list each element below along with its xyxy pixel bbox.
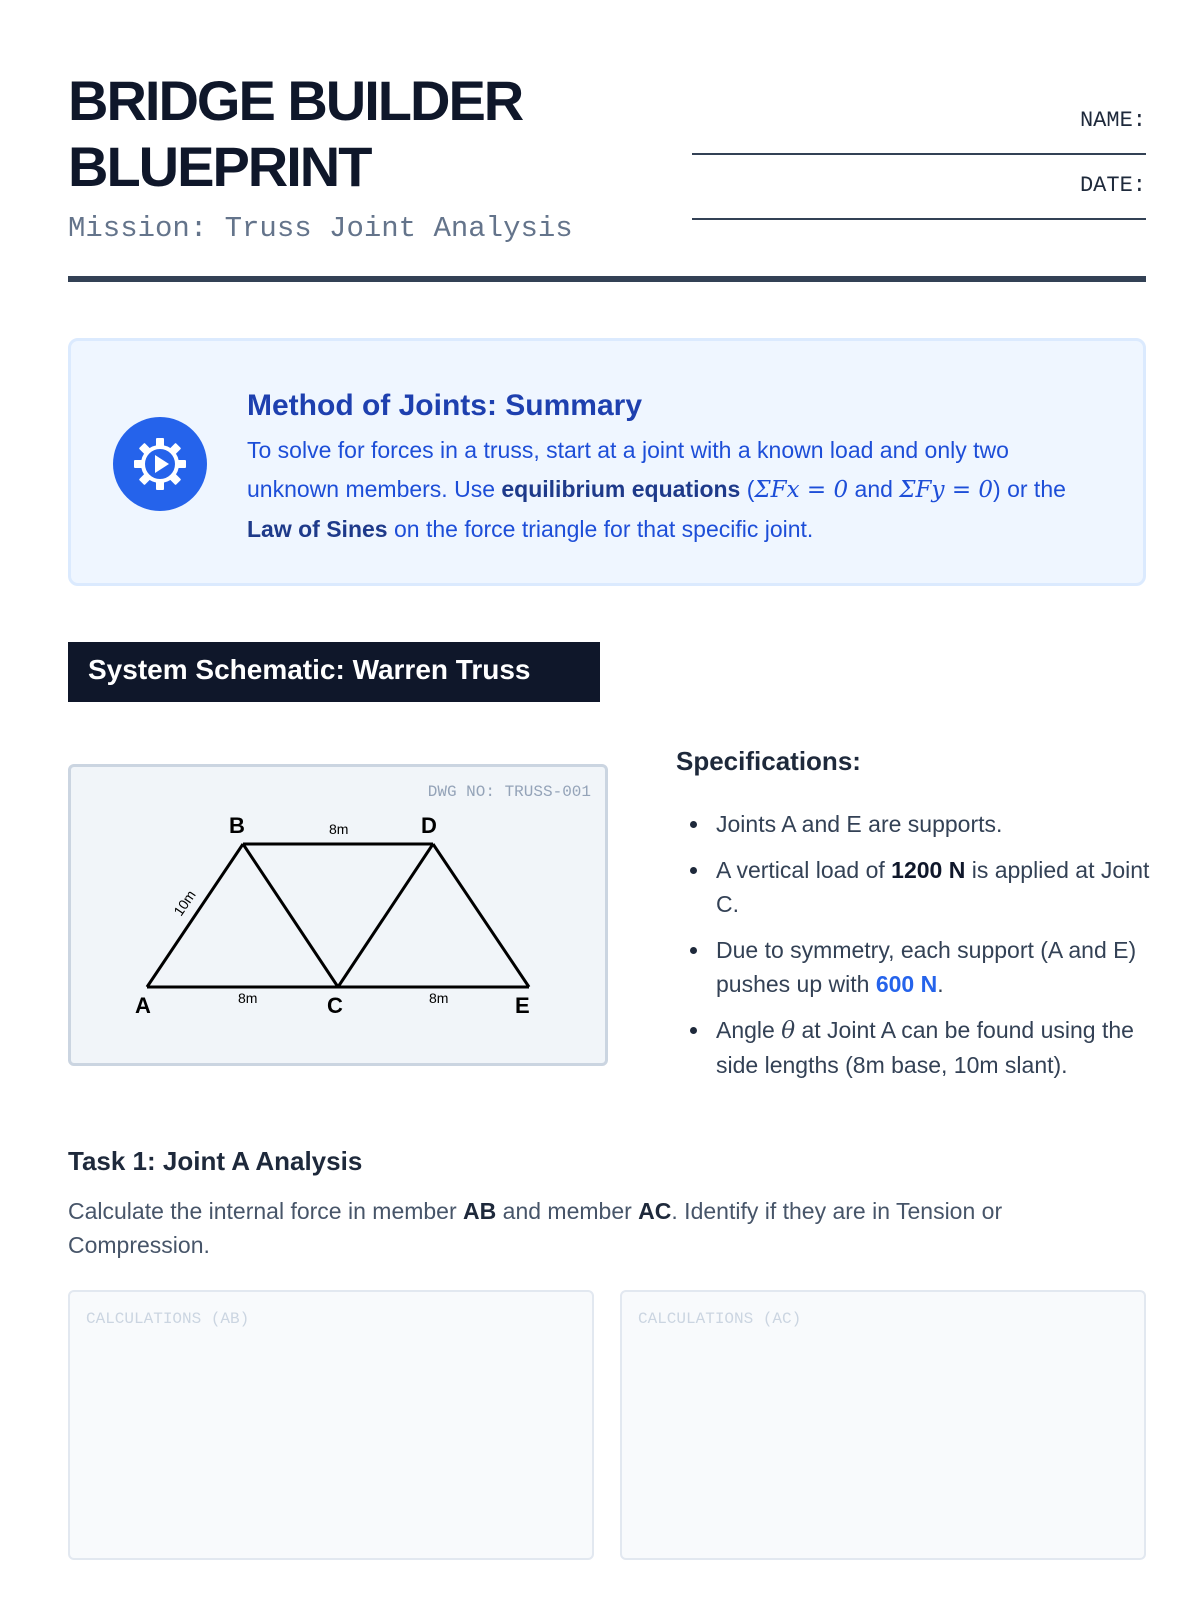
joint-label-a: A [135,993,151,1018]
title-line-2: BLUEPRINT [68,135,371,198]
law-of-sines-term: Law of Sines [247,516,388,542]
task1-title: Task 1: Joint A Analysis [68,1146,363,1176]
spec-item-angle: Angle θ at Joint A can be found using the side lengths (8m base, 10m slant). [676,1013,1156,1082]
calculation-box-ab[interactable] [68,1290,594,1560]
dim-bottom-left: 8m [238,990,258,1006]
theta-symbol: θ [781,1018,796,1044]
worksheet-title [68,68,628,200]
header-divider [68,276,1146,282]
date-label: DATE: [1079,173,1146,198]
drawing-number: DWG NO: TRUSS-001 [427,783,591,801]
member-ab-label: AB [463,1198,497,1224]
specifications-title: Specifications: [676,746,861,776]
calculation-box-ac[interactable] [620,1290,1146,1560]
member-cd [338,844,433,987]
summary-callout [68,338,1146,586]
name-field-line[interactable] [692,133,1146,155]
member-ab [147,844,243,987]
mission-subtitle: Mission: Truss Joint Analysis [68,212,573,245]
truss-drawing [71,767,605,1063]
student-fields [692,108,1146,238]
joint-label-c: C [327,993,343,1018]
spec-item-symmetry: Due to symmetry, each support (A and E) pushes up with 600 N. [676,933,1156,1001]
spec-item-load: A vertical load of 1200 N is applied at Joint C. [676,853,1156,921]
schematic-section-heading: System Schematic: Warren Truss [68,642,600,702]
specifications-panel [676,746,1156,1094]
summary-text: To solve for forces in a truss, start at a joint with a known load and only two unknown members. Use equilibrium equations (ΣFx = 0 and ΣFy = 0) or the Law of Sines on the force triangle for that specific joint. [247,437,1066,542]
specifications-list [676,807,1156,1082]
task1-instructions: Calculate the internal force in member AB and member AC. Identify if they are in Tension or Compression. [68,1198,1003,1258]
dim-bottom-right: 8m [429,990,449,1006]
dim-slant: 10m [170,887,199,919]
member-bc [243,844,338,987]
name-label: NAME: [1079,108,1146,133]
load-value: 1200 N [891,857,966,883]
dim-top: 8m [329,821,349,837]
gear-play-icon [113,417,207,511]
truss-schematic [68,764,608,1066]
joint-label-e: E [515,993,530,1018]
title-line-1: BRIDGE BUILDER [68,69,523,132]
member-ac-label: AC [638,1198,672,1224]
calculation-label-ac: CALCULATIONS (AC) [638,1310,802,1328]
equilibrium-term: equilibrium equations [501,476,741,502]
calculation-label-ab: CALCULATIONS (AB) [86,1310,250,1328]
sum-fy-equation: ΣFy = 0 [899,477,994,503]
spec-item-supports: Joints A and E are supports. [676,807,1156,841]
reaction-value: 600 N [875,971,938,997]
worksheet-header [68,68,1146,280]
joint-label-b: B [229,813,245,838]
joint-label-d: D [421,813,437,838]
sum-fx-equation: ΣFx = 0 [754,477,849,503]
member-de [433,844,529,987]
date-field-line[interactable] [692,198,1146,220]
summary-title: Method of Joints: Summary [247,389,643,422]
